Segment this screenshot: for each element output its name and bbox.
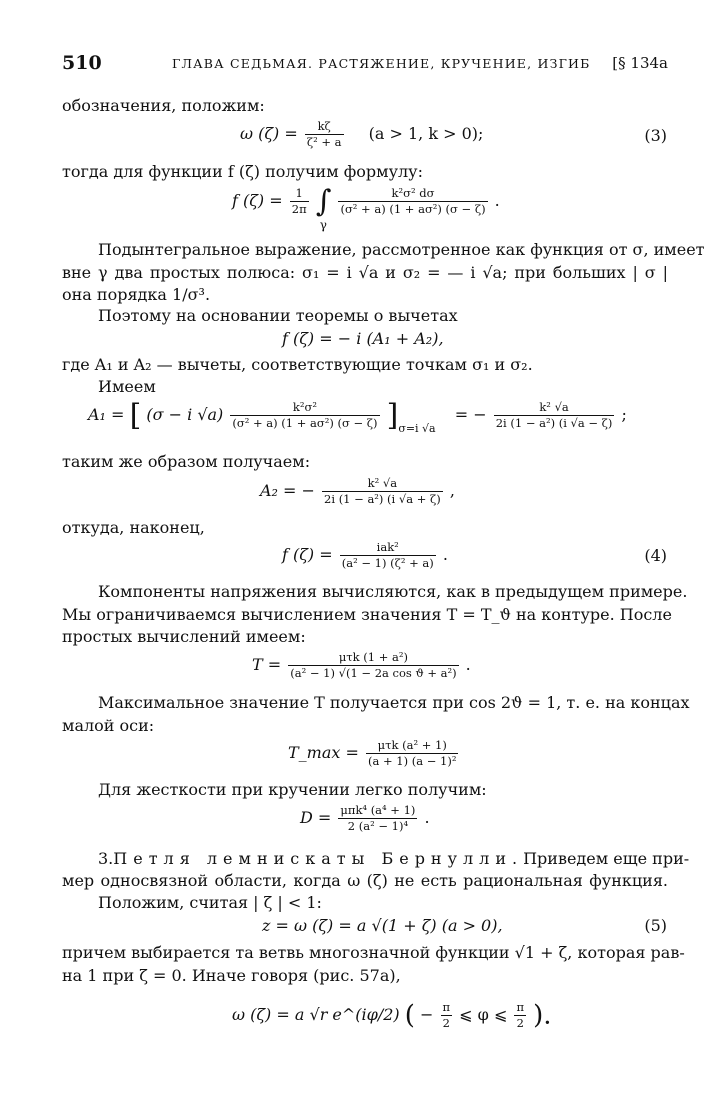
equation-5 bbox=[262, 916, 503, 935]
fraction bbox=[305, 119, 344, 150]
eq-part: . bbox=[465, 655, 471, 674]
text-line: обозначения, положим: bbox=[62, 96, 265, 115]
numerator: k²σ² dσ bbox=[338, 186, 487, 202]
subsection-title: Петля лемнискаты Бернулли. bbox=[113, 849, 524, 868]
text-line: простых вычислений имеем: bbox=[62, 627, 306, 646]
integral-sign bbox=[315, 184, 332, 232]
eq-subscript: σ=i √a bbox=[398, 422, 436, 435]
text-line: малой оси: bbox=[62, 716, 155, 735]
bracket-close: ] bbox=[386, 398, 399, 433]
text-line: она порядка 1/σ³. bbox=[62, 285, 211, 304]
fraction bbox=[338, 803, 417, 834]
equation-number: (3) bbox=[644, 126, 667, 145]
eq-part: ⩽ φ ⩽ bbox=[459, 1005, 508, 1024]
numerator: μτk (a² + 1) bbox=[366, 738, 458, 754]
denominator: (a² − 1) √(1 − 2a cos ϑ + a²) bbox=[290, 666, 457, 680]
eq-part: , bbox=[449, 481, 455, 500]
section-marker: [§ 134а bbox=[612, 54, 668, 72]
eq-part: f (ζ) = bbox=[232, 191, 283, 210]
denominator: 2π bbox=[291, 202, 307, 216]
numerator: kζ bbox=[305, 119, 344, 135]
eq-part: (a > 1, k > 0); bbox=[368, 124, 484, 143]
equation-number: (5) bbox=[644, 916, 667, 935]
eq-part: T = bbox=[252, 655, 282, 674]
eq-part: f (ζ) = − i (A₁ + A₂), bbox=[282, 329, 444, 348]
eq-part: ω (ζ) = bbox=[240, 124, 298, 143]
text-line: где A₁ и A₂ — вычеты, соответствующие точкам σ₁ и σ₂. bbox=[62, 355, 533, 374]
fraction bbox=[338, 186, 487, 217]
fraction bbox=[322, 476, 443, 507]
denominator: (a + 1) (a − 1)² bbox=[368, 754, 457, 768]
text-line: Поэтому на основании теоремы о вычетах bbox=[98, 306, 458, 325]
eq-part: (σ − i √a) bbox=[146, 405, 224, 424]
text-line: на 1 при ζ = 0. Иначе говоря (рис. 57а), bbox=[62, 966, 401, 985]
text-span: Приведем еще при- bbox=[523, 849, 690, 868]
equation-3 bbox=[240, 119, 483, 150]
denominator: (σ² + a) (1 + aσ²) (σ − ζ) bbox=[232, 416, 378, 430]
fraction bbox=[441, 1000, 453, 1031]
eq-part: D = bbox=[300, 808, 332, 827]
integral-symbol: ∫ bbox=[315, 184, 332, 219]
text-line: вне γ два простых полюса: σ₁ = i √a и σ₂ = — i √a; при больших | σ | bbox=[62, 263, 668, 282]
equation-number: (4) bbox=[644, 546, 667, 565]
eq-part: . bbox=[494, 191, 500, 210]
fraction bbox=[288, 650, 458, 681]
eq-part: A₁ = bbox=[88, 405, 125, 424]
numerator: π bbox=[516, 1000, 525, 1014]
running-header bbox=[62, 52, 668, 76]
denominator: 2 bbox=[516, 1016, 524, 1030]
denominator: 2i (1 − a²) (i √a + ζ) bbox=[324, 492, 441, 506]
eq-part: . bbox=[442, 545, 448, 564]
eq-part: T_max = bbox=[288, 743, 359, 762]
eq-part: ; bbox=[621, 405, 627, 424]
text-line: причем выбирается та ветвь многозначной функции √1 + ζ, которая рав- bbox=[62, 943, 685, 962]
numerator: μπk⁴ (a⁴ + 1) bbox=[340, 803, 416, 817]
denominator: (a² − 1) (ζ² + a) bbox=[341, 556, 434, 570]
equation-polar bbox=[232, 1000, 552, 1031]
text-line: мер односвязной области, когда ω (ζ) не есть рациональная функция. bbox=[62, 871, 668, 890]
bracket-open: [ bbox=[129, 398, 142, 433]
paren-close: ). bbox=[533, 1000, 552, 1031]
equation-T bbox=[252, 650, 471, 681]
eq-part: A₂ = − bbox=[260, 481, 315, 500]
fraction bbox=[230, 400, 379, 431]
denominator: 2 (a² − 1)⁴ bbox=[347, 819, 409, 833]
equation-D bbox=[300, 803, 430, 834]
denominator: 2i (1 − a²) (i √a − ζ) bbox=[495, 416, 613, 430]
numerator: π bbox=[442, 1000, 451, 1014]
eq-part: = − bbox=[454, 405, 487, 424]
equation-residue-sum bbox=[282, 329, 444, 348]
denominator: 2 bbox=[442, 1016, 450, 1030]
numerator: k² √a bbox=[322, 476, 443, 492]
numerator: k²σ² bbox=[230, 400, 379, 416]
equation-A2 bbox=[260, 476, 455, 507]
equation-integral bbox=[232, 184, 500, 232]
eq-part: ω (ζ) = a √r e^(iφ/2) bbox=[232, 1005, 400, 1024]
text-line: Компоненты напряжения вычисляются, как в предыдущем примере. bbox=[98, 582, 688, 601]
denominator: ζ² + a bbox=[306, 135, 342, 149]
numerator: iak² bbox=[340, 540, 436, 556]
eq-part: . bbox=[424, 808, 430, 827]
equation-A1 bbox=[88, 398, 627, 435]
text-line: Подынтегральное выражение, рассмотренное как функция от σ, имеет bbox=[98, 240, 705, 259]
text-line: откуда, наконец, bbox=[62, 518, 205, 537]
eq-part: − bbox=[420, 1005, 434, 1024]
text-line: Имеем bbox=[98, 377, 156, 396]
text-line: таким же образом получаем: bbox=[62, 452, 311, 471]
text-line: тогда для функции f (ζ) получим формулу: bbox=[62, 162, 423, 181]
item-number: 3. bbox=[98, 849, 114, 868]
chapter-title: ГЛАВА СЕДЬМАЯ. РАСТЯЖЕНИЕ, КРУЧЕНИЕ, ИЗГИБ bbox=[172, 56, 591, 71]
fraction bbox=[340, 540, 436, 571]
numerator: k² √a bbox=[494, 400, 615, 416]
integral-contour: γ bbox=[319, 218, 327, 232]
text-line: Положим, считая | ζ | < 1: bbox=[98, 893, 322, 912]
eq-part: z = ω (ζ) = a √(1 + ζ) (a > 0), bbox=[262, 916, 503, 935]
eq-part: f (ζ) = bbox=[282, 545, 333, 564]
text-line: Мы ограничиваемся вычислением значения T = T_ϑ на контуре. После bbox=[62, 605, 672, 624]
numerator: 1 bbox=[290, 186, 309, 202]
fraction bbox=[514, 1000, 526, 1031]
text-line: Для жесткости при кручении легко получим: bbox=[98, 780, 487, 799]
equation-4 bbox=[282, 540, 448, 571]
text-line bbox=[98, 849, 690, 869]
page-number: 510 bbox=[62, 52, 102, 74]
denominator: (σ² + a) (1 + aσ²) (σ − ζ) bbox=[340, 202, 486, 216]
numerator: μτk (1 + a²) bbox=[288, 650, 458, 666]
fraction bbox=[494, 400, 615, 431]
equation-Tmax bbox=[288, 738, 460, 769]
fraction bbox=[366, 738, 458, 769]
text-line: Максимальное значение T получается при cos 2ϑ = 1, т. е. на концах bbox=[98, 693, 690, 712]
paren-open: ( bbox=[404, 1000, 415, 1031]
fraction bbox=[290, 186, 309, 217]
